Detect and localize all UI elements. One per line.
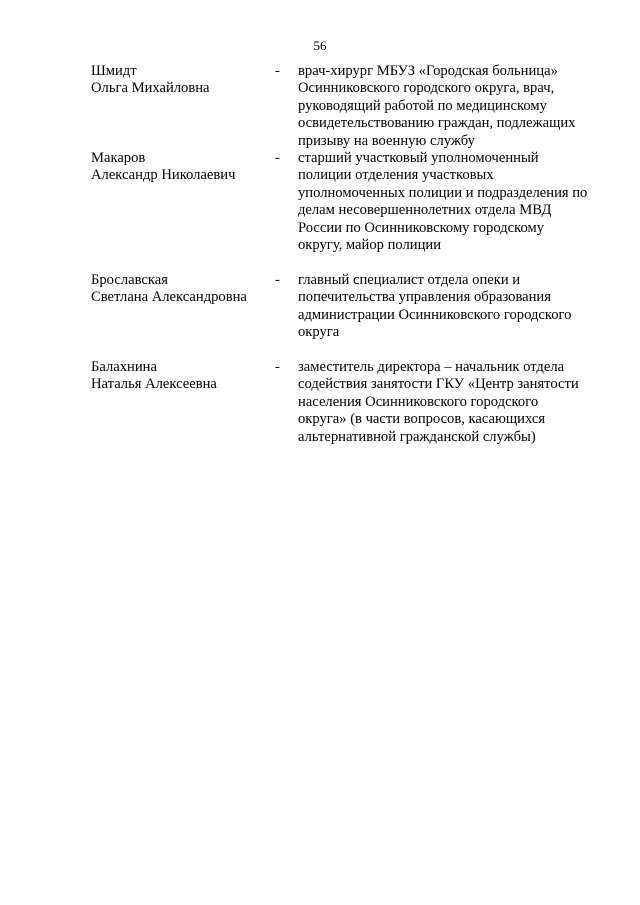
role-line: альтернативной гражданской службы): [298, 428, 536, 445]
member-entry: [91, 150, 611, 254]
member-surname: Макаров: [91, 150, 146, 167]
role-line: населения Осинниковского городского: [298, 393, 539, 410]
role-line: Осинниковского городского округа, врач,: [298, 80, 555, 97]
role-line: заместитель директора – начальник отдела: [298, 358, 565, 375]
member-surname: Балахнина: [91, 358, 157, 375]
role-line: округа: [298, 324, 340, 341]
member-entry: [91, 63, 611, 150]
role-line: старший участковый уполномоченный: [298, 150, 539, 167]
role-line: администрации Осинниковского городского: [298, 306, 572, 323]
role-line: руководящий работой по медицинскому: [298, 97, 547, 114]
member-role: [298, 359, 611, 446]
member-role: [298, 63, 611, 150]
entry-spacer: [91, 341, 611, 358]
commission-member-list: [91, 63, 611, 446]
member-name: [91, 150, 275, 254]
member-name: [91, 359, 275, 446]
role-line: призыву на военную службу: [298, 132, 475, 149]
entry-dash: -: [275, 63, 280, 79]
entry-dash: -: [275, 271, 280, 288]
role-line: полиции отделения участковых: [298, 167, 494, 184]
page-number: 56: [313, 38, 327, 53]
role-line: округу, майор полиции: [298, 237, 442, 254]
entry-dash: -: [275, 150, 280, 167]
member-surname: Брославская: [91, 271, 168, 288]
role-line: главный специалист отдела опеки и: [298, 271, 521, 288]
member-role: [298, 150, 611, 254]
entry-dash: -: [275, 358, 280, 375]
role-line: содействия занятости ГКУ «Центр занятости: [298, 376, 579, 393]
member-given-name: Светлана Александровна: [91, 289, 247, 306]
role-line: освидетельствованию граждан, подлежащих: [298, 115, 576, 132]
member-entry: [91, 272, 611, 342]
role-line: врач-хирург МБУЗ «Городская больница»: [298, 63, 558, 79]
member-given-name: Наталья Алексеевна: [91, 376, 217, 393]
role-line: уполномоченных полиции и подразделения по: [298, 184, 588, 201]
entry-spacer: [91, 254, 611, 271]
role-line: округа» (в части вопросов, касающихся: [298, 411, 546, 428]
member-role: [298, 272, 611, 342]
member-given-name: Ольга Михайловна: [91, 80, 210, 97]
member-name: [91, 63, 275, 150]
member-name: [91, 272, 275, 342]
member-given-name: Александр Николаевич: [91, 167, 236, 184]
member-entry: [91, 359, 611, 446]
member-surname: Шмидт: [91, 63, 137, 79]
role-line: делам несовершеннолетних отдела МВД: [298, 202, 552, 219]
role-line: попечительства управления образования: [298, 289, 551, 306]
role-line: России по Осинниковскому городскому: [298, 219, 545, 236]
